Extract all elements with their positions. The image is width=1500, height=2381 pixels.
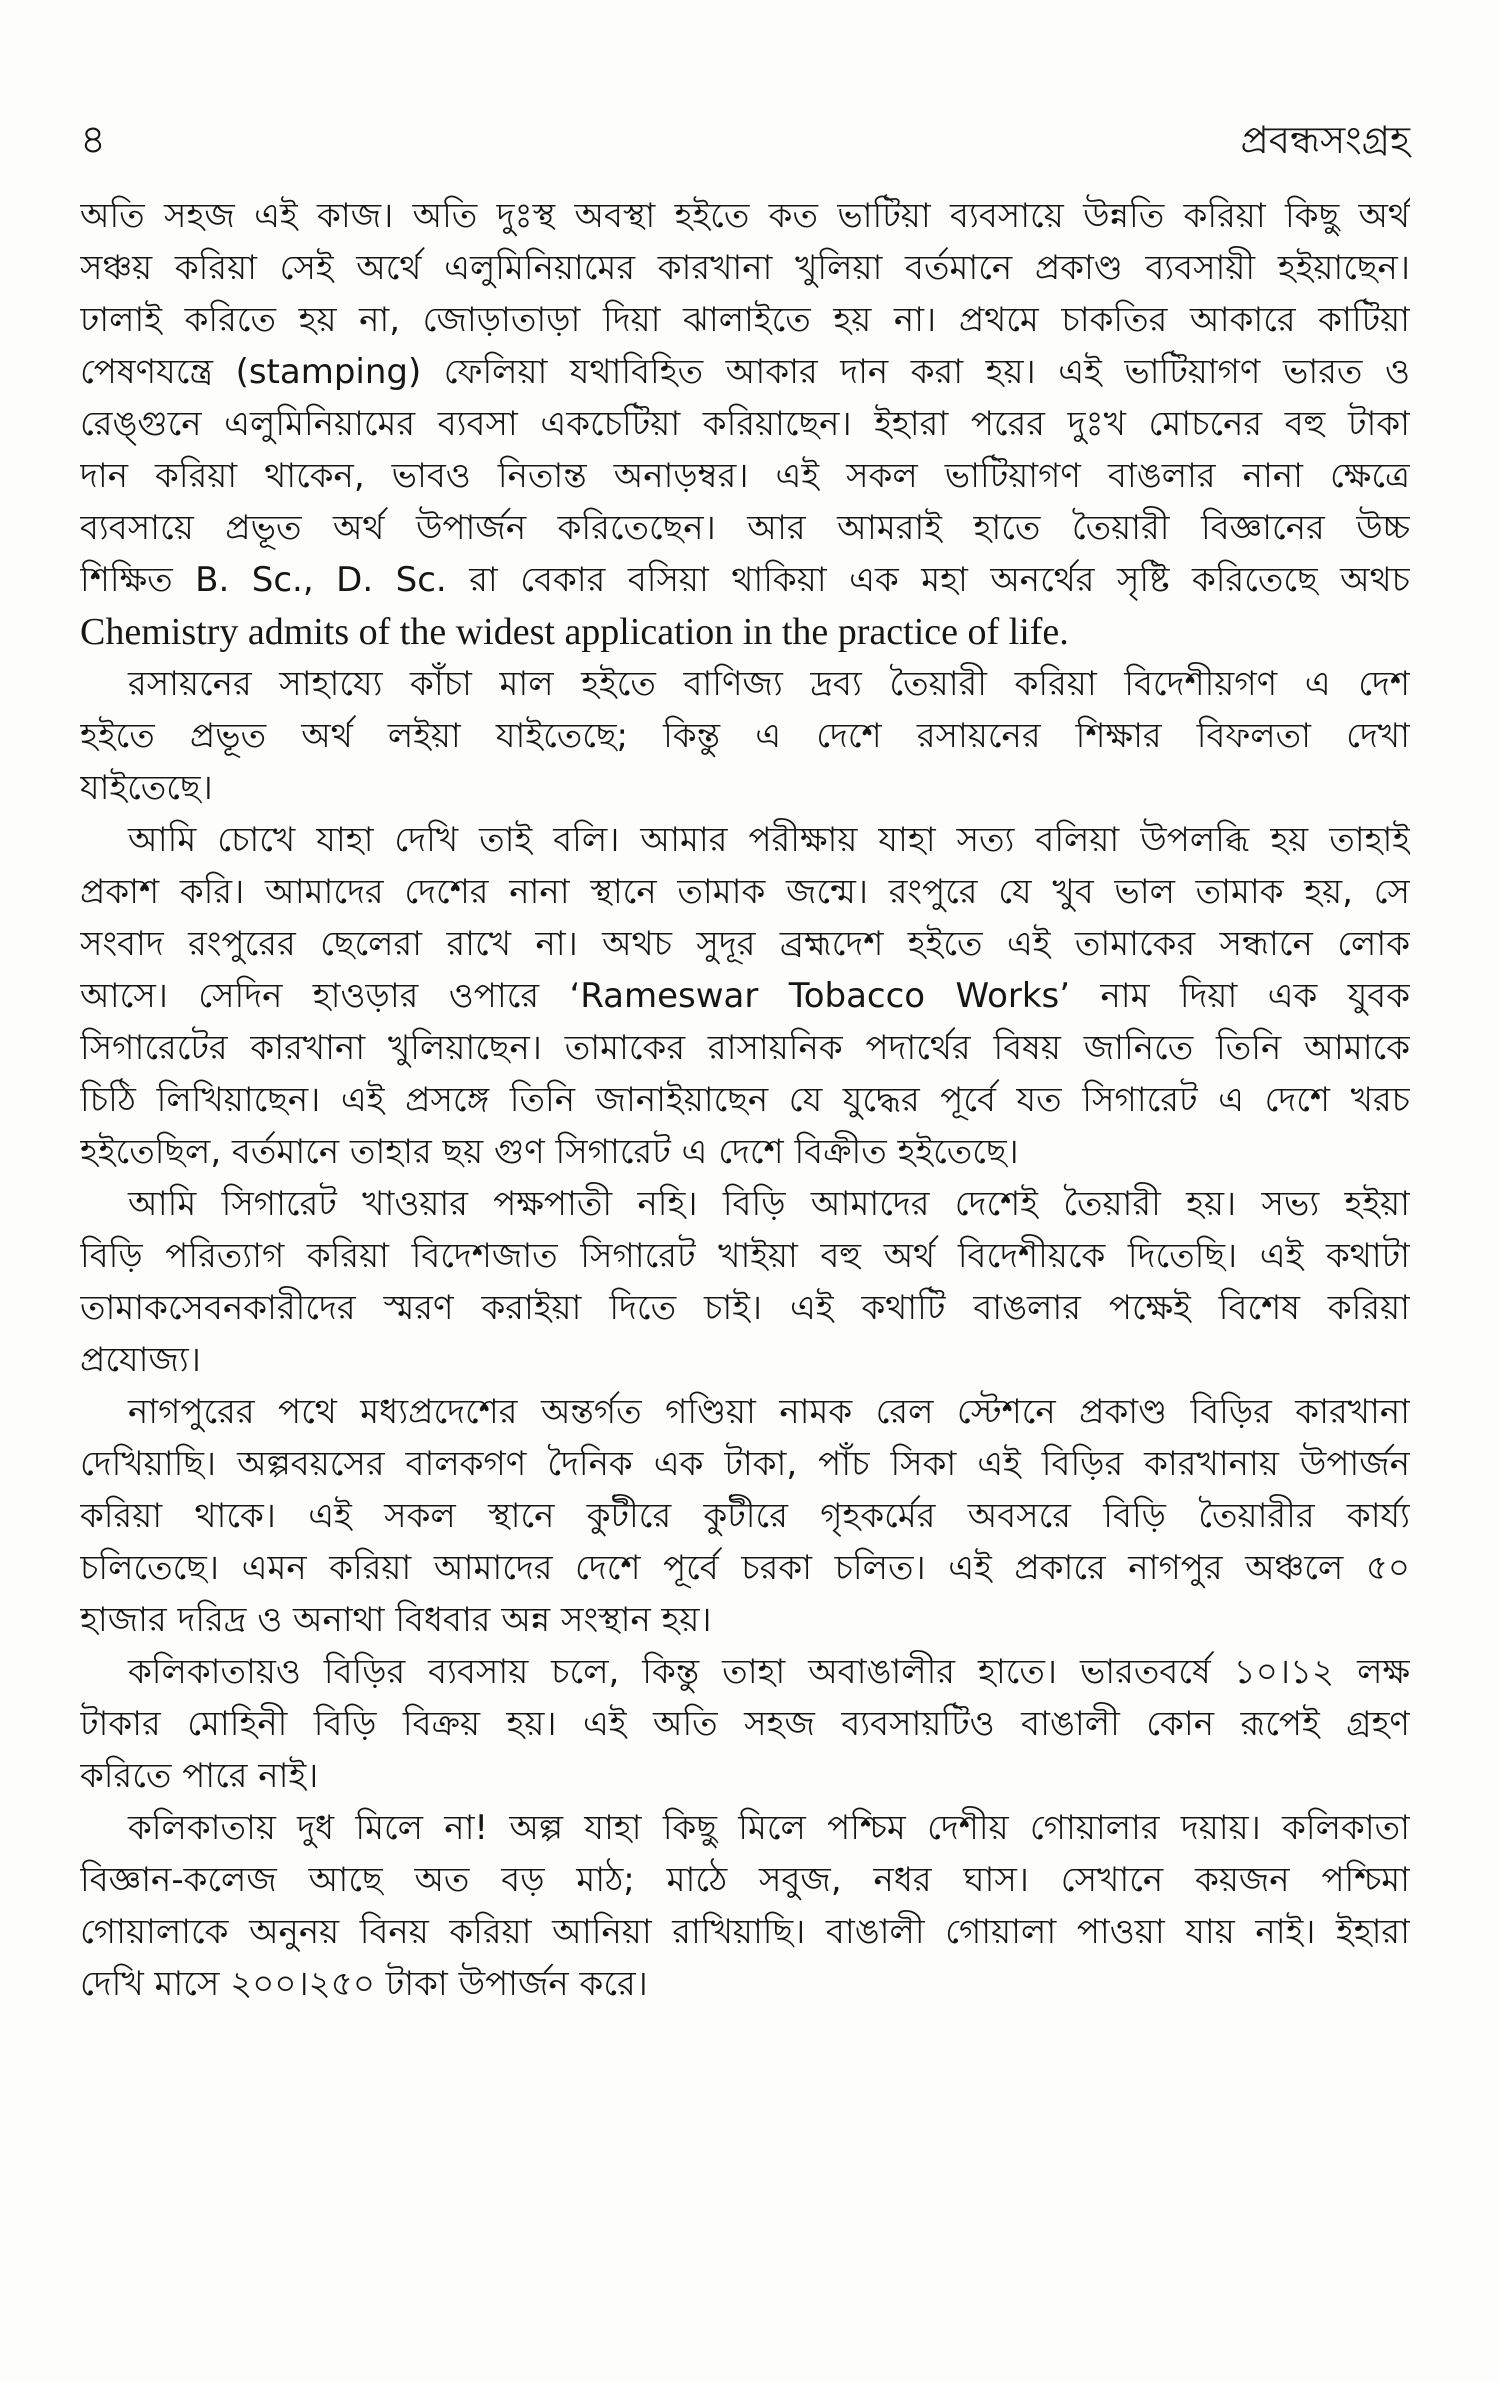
text-line: হইতেছিল, বর্তমানে তাহার ছয় গুণ সিগারেট এ দেশে বিক্রীত হইতেছে। [80, 1132, 1019, 1172]
text-line: করিতে পারে নাই। [80, 1756, 319, 1796]
paragraph [80, 658, 1410, 814]
body-text [80, 190, 1410, 2010]
text-line: তামাকসেবনকারীদের স্মরণ করাইয়া দিতে চাই। এই কথাটি বাঙলার পক্ষেই বিশেষ করিয়া [80, 1288, 1410, 1328]
text-line: টাকার মোহিনী বিড়ি বিক্রয় হয়। এই অতি সহজ ব্যবসায়টিও বাঙালী কোন রূপেই গ্রহণ [80, 1704, 1410, 1744]
text-line: শিক্ষিত B. Sc., D. Sc. রা বেকার বসিয়া থাকিয়া এক মহা অনর্থের সৃষ্টি করিতেছে অথচ [80, 560, 1410, 600]
text-line: কলিকাতায়ও বিড়ির ব্যবসায় চলে, কিন্তু তাহা অবাঙালীর হাতে। ভারতবর্ষে ১০।১২ লক্ষ [128, 1652, 1410, 1692]
text-line: ব্যবসায়ে প্রভূত অর্থ উপার্জন করিতেছেন। আর আমরাই হাতে তৈয়ারী বিজ্ঞানের উচ্চ [80, 508, 1410, 548]
running-title: প্রবন্ধসংগ্রহ [1240, 118, 1410, 162]
text-line: চলিতেছে। এমন করিয়া আমাদের দেশে পূর্বে চরকা চলিত। এই প্রকারে নাগপুর অঞ্চলে ৫০ [80, 1548, 1410, 1588]
page-header [80, 110, 1410, 170]
text-line: আমি চোখে যাহা দেখি তাই বলি। আমার পরীক্ষায় যাহা সত্য বলিয়া উপলব্ধি হয় তাহাই [128, 820, 1410, 860]
paragraph [80, 1802, 1410, 2010]
text-line: সঞ্চয় করিয়া সেই অর্থে এলুমিনিয়ামের কারখানা খুলিয়া বর্তমানে প্রকাণ্ড ব্যবসায়ী হইয়াছেন। [80, 248, 1410, 288]
text-line: ঢালাই করিতে হয় না, জোড়াতাড়া দিয়া ঝালাইতে হয় না। প্রথমে চাকতির আকারে কাটিয়া [80, 300, 1410, 340]
text-line: দান করিয়া থাকেন, ভাবও নিতান্ত অনাড়ম্বর। এই সকল ভাটিয়াগণ বাঙলার নানা ক্ষেত্রে [80, 456, 1410, 496]
text-line: দেখি মাসে ২০০।২৫০ টাকা উপার্জন করে। [80, 1964, 648, 2004]
page-number: ৪ [80, 117, 106, 163]
text-line: হইতে প্রভূত অর্থ লইয়া যাইতেছে; কিন্তু এ দেশে রসায়নের শিক্ষার বিফলতা দেখা [80, 716, 1410, 756]
text-line: আমি সিগারেট খাওয়ার পক্ষপাতী নহি। বিড়ি আমাদের দেশেই তৈয়ারী হয়। সভ্য হইয়া [128, 1184, 1410, 1224]
text-line: প্রযোজ্য। [80, 1340, 201, 1380]
paragraph [80, 814, 1410, 1178]
text-line: নাগপুরের পথে মধ্যপ্রদেশের অন্তর্গত গণ্ডিয়া নামক রেল স্টেশনে প্রকাণ্ড বিড়ির কারখানা [128, 1392, 1410, 1432]
paragraph [80, 1646, 1410, 1802]
text-line: দেখিয়াছি। অল্পবয়সের বালকগণ দৈনিক এক টাকা, পাঁচ সিকা এই বিড়ির কারখানায় উপার্জন [80, 1444, 1410, 1484]
text-line: রসায়নের সাহায্যে কাঁচা মাল হইতে বাণিজ্য দ্রব্য তৈয়ারী করিয়া বিদেশীয়গণ এ দেশ [128, 664, 1410, 704]
text-line: সংবাদ রংপুরের ছেলেরা রাখে না। অথচ সুদূর ব্রহ্মদেশ হইতে এই তামাকের সন্ধানে লোক [80, 924, 1410, 964]
text-line: যাইতেছে। [80, 768, 213, 808]
text-line: চিঠি লিখিয়াছেন। এই প্রসঙ্গে তিনি জানাইয়াছেন যে যুদ্ধের পূর্বে যত সিগারেট এ দেশে খরচ [80, 1080, 1410, 1120]
text-line: Chemistry admits of the widest application in the practice of life. [80, 611, 1069, 653]
text-line: বিড়ি পরিত্যাগ করিয়া বিদেশজাত সিগারেট খাইয়া বহু অর্থ বিদেশীয়কে দিতেছি। এই কথাটা [80, 1236, 1410, 1276]
text-line: বিজ্ঞান-কলেজ আছে অত বড় মাঠ; মাঠে সবুজ, নধর ঘাস। সেখানে কয়জন পশ্চিমা [80, 1860, 1410, 1900]
text-line: প্রকাশ করি। আমাদের দেশের নানা স্থানে তামাক জন্মে। রংপুরে যে খুব ভাল তামাক হয়, সে [80, 872, 1410, 912]
paragraph [80, 190, 1410, 658]
text-line: হাজার দরিদ্র ও অনাথা বিধবার অন্ন সংস্থান হয়। [80, 1600, 712, 1640]
text-line: অতি সহজ এই কাজ। অতি দুঃস্থ অবস্থা হইতে কত ভাটিয়া ব্যবসায়ে উন্নতি করিয়া কিছু অর্থ [80, 196, 1410, 236]
text-line: করিয়া থাকে। এই সকল স্থানে কুটীরে কুটীরে গৃহকর্মের অবসরে বিড়ি তৈয়ারীর কার্য্য [80, 1496, 1410, 1536]
text-line: রেঙ্গুনে এলুমিনিয়ামের ব্যবসা একচেটিয়া করিয়াছেন। ইহারা পরের দুঃখ মোচনের বহু টাকা [80, 404, 1410, 444]
text-line: সিগারেটের কারখানা খুলিয়াছেন। তামাকের রাসায়নিক পদার্থের বিষয় জানিতে তিনি আমাকে [80, 1028, 1410, 1068]
text-line: গোয়ালাকে অনুনয় বিনয় করিয়া আনিয়া রাখিয়াছি। বাঙালী গোয়ালা পাওয়া যায় নাই। ইহারা [80, 1912, 1410, 1952]
paragraph [80, 1386, 1410, 1646]
text-line: আসে। সেদিন হাওড়ার ওপারে ‘Rameswar Tobacco Works’ নাম দিয়া এক যুবক [80, 976, 1410, 1016]
text-line: কলিকাতায় দুধ মিলে না! অল্প যাহা কিছু মিলে পশ্চিম দেশীয় গোয়ালার দয়ায়। কলিকাতা [128, 1808, 1410, 1848]
paragraph [80, 1178, 1410, 1386]
text-line: পেষণযন্ত্রে (stamping) ফেলিয়া যথাবিহিত আকার দান করা হয়। এই ভাটিয়াগণ ভারত ও [80, 352, 1410, 392]
